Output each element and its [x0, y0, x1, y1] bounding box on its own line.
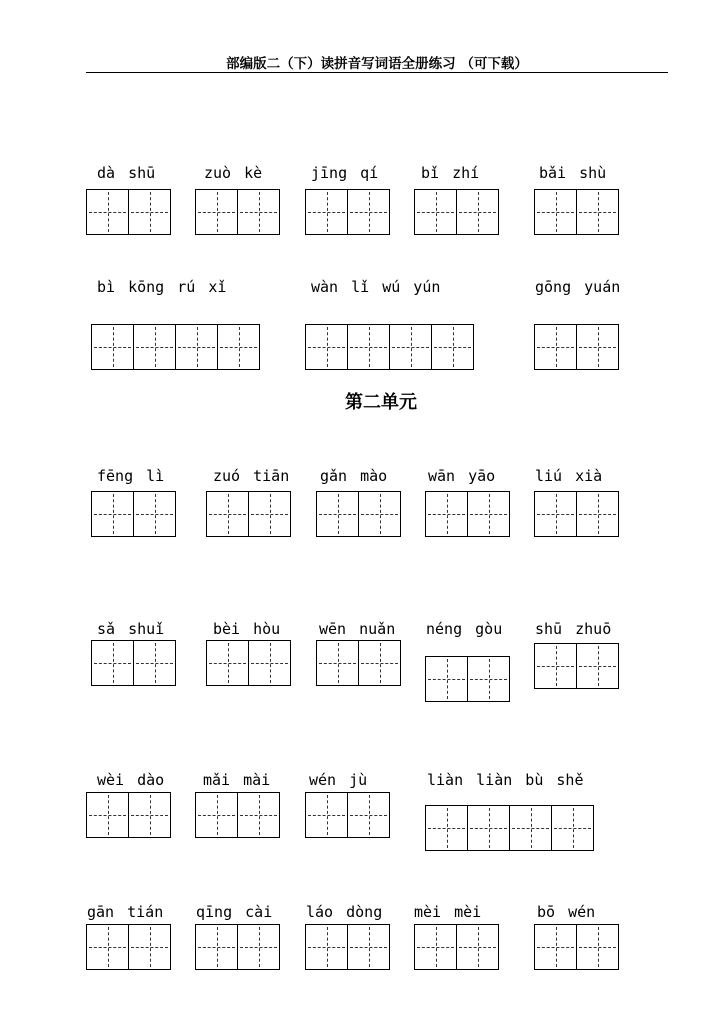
tianzige-writing-cell[interactable]: [175, 324, 218, 370]
tianzige-writing-cell[interactable]: [576, 924, 619, 970]
tianzige-writing-cell[interactable]: [316, 640, 359, 686]
tianzige-writing-cell[interactable]: [414, 189, 457, 235]
character-box-group: [86, 924, 171, 970]
tianzige-writing-cell[interactable]: [86, 189, 129, 235]
tianzige-writing-cell[interactable]: [305, 189, 348, 235]
tianzige-writing-cell[interactable]: [425, 656, 468, 702]
pinyin-label: mǎi mài: [203, 771, 271, 789]
tianzige-writing-cell[interactable]: [425, 805, 468, 851]
tianzige-writing-cell[interactable]: [91, 640, 134, 686]
pinyin-label: bèi hòu: [213, 620, 281, 638]
tianzige-writing-cell[interactable]: [347, 189, 390, 235]
tianzige-writing-cell[interactable]: [248, 640, 291, 686]
tianzige-writing-cell[interactable]: [414, 924, 457, 970]
tianzige-writing-cell[interactable]: [91, 324, 134, 370]
tianzige-writing-cell[interactable]: [86, 792, 129, 838]
character-box-group: [305, 324, 474, 370]
tianzige-writing-cell[interactable]: [347, 324, 390, 370]
tianzige-writing-cell[interactable]: [128, 924, 171, 970]
character-box-group: [414, 189, 499, 235]
tianzige-writing-cell[interactable]: [467, 491, 510, 537]
pinyin-label: sǎ shuǐ: [97, 620, 165, 638]
tianzige-writing-cell[interactable]: [237, 792, 280, 838]
tianzige-writing-cell[interactable]: [347, 792, 390, 838]
pinyin-label: néng gòu: [426, 620, 503, 638]
character-box-group: [86, 792, 171, 838]
tianzige-writing-cell[interactable]: [467, 805, 510, 851]
pinyin-label: wān yāo: [428, 467, 496, 485]
character-box-group: [86, 189, 171, 235]
tianzige-writing-cell[interactable]: [195, 189, 238, 235]
pinyin-label: wēn nuǎn: [319, 620, 396, 638]
pinyin-label: bō wén: [537, 903, 596, 921]
pinyin-label: liàn liàn bù shě: [427, 771, 584, 789]
page-header-title: 部编版二（下）读拼音写词语全册练习 （可下载）: [226, 56, 528, 72]
character-box-group: [425, 491, 510, 537]
unit-two-heading: 第二单元: [345, 392, 417, 413]
tianzige-writing-cell[interactable]: [456, 189, 499, 235]
tianzige-writing-cell[interactable]: [133, 640, 176, 686]
pinyin-label: wàn lǐ wú yún: [311, 278, 441, 296]
pinyin-label: bì kōng rú xǐ: [97, 278, 227, 296]
tianzige-writing-cell[interactable]: [358, 640, 401, 686]
tianzige-writing-cell[interactable]: [128, 189, 171, 235]
tianzige-writing-cell[interactable]: [576, 491, 619, 537]
pinyin-label: gān tián: [87, 903, 164, 921]
pinyin-label: qīng cài: [196, 903, 273, 921]
tianzige-writing-cell[interactable]: [509, 805, 552, 851]
character-box-group: [425, 805, 594, 851]
tianzige-writing-cell[interactable]: [425, 491, 468, 537]
tianzige-writing-cell[interactable]: [347, 924, 390, 970]
tianzige-writing-cell[interactable]: [206, 640, 249, 686]
tianzige-writing-cell[interactable]: [305, 324, 348, 370]
character-box-group: [305, 189, 390, 235]
character-box-group: [316, 640, 401, 686]
pinyin-label: bǐ zhí: [421, 164, 480, 182]
character-box-group: [425, 656, 510, 702]
character-box-group: [534, 924, 619, 970]
tianzige-writing-cell[interactable]: [86, 924, 129, 970]
tianzige-writing-cell[interactable]: [128, 792, 171, 838]
pinyin-label: dà shū: [97, 164, 156, 182]
tianzige-writing-cell[interactable]: [389, 324, 432, 370]
header-divider: [86, 72, 668, 73]
character-box-group: [195, 924, 280, 970]
tianzige-writing-cell[interactable]: [316, 491, 359, 537]
tianzige-writing-cell[interactable]: [576, 189, 619, 235]
tianzige-writing-cell[interactable]: [534, 324, 577, 370]
pinyin-label: zuó tiān: [213, 467, 290, 485]
pinyin-label: bǎi shù: [539, 164, 607, 182]
pinyin-label: gǎn mào: [320, 467, 388, 485]
tianzige-writing-cell[interactable]: [195, 924, 238, 970]
pinyin-label: mèi mèi: [414, 903, 482, 921]
tianzige-writing-cell[interactable]: [195, 792, 238, 838]
character-box-group: [206, 640, 291, 686]
tianzige-writing-cell[interactable]: [217, 324, 260, 370]
pinyin-label: jīng qí: [311, 164, 379, 182]
tianzige-writing-cell[interactable]: [467, 656, 510, 702]
pinyin-label: zuò kè: [204, 164, 263, 182]
character-box-group: [305, 792, 390, 838]
tianzige-writing-cell[interactable]: [534, 189, 577, 235]
tianzige-writing-cell[interactable]: [358, 491, 401, 537]
pinyin-label: láo dòng: [306, 903, 383, 921]
tianzige-writing-cell[interactable]: [206, 491, 249, 537]
character-box-group: [534, 324, 619, 370]
pinyin-label: shū zhuō: [535, 620, 612, 638]
tianzige-writing-cell[interactable]: [237, 924, 280, 970]
pinyin-label: wèi dào: [97, 771, 165, 789]
character-box-group: [305, 924, 390, 970]
character-box-group: [91, 491, 176, 537]
tianzige-writing-cell[interactable]: [133, 324, 176, 370]
character-box-group: [534, 643, 619, 689]
tianzige-writing-cell[interactable]: [456, 924, 499, 970]
tianzige-writing-cell[interactable]: [576, 324, 619, 370]
tianzige-writing-cell[interactable]: [91, 491, 134, 537]
pinyin-label: wén jù: [309, 771, 368, 789]
character-box-group: [91, 324, 260, 370]
pinyin-label: gōng yuán: [535, 278, 621, 296]
tianzige-writing-cell[interactable]: [534, 643, 577, 689]
tianzige-writing-cell[interactable]: [431, 324, 474, 370]
pinyin-label: liú xià: [535, 467, 603, 485]
character-box-group: [316, 491, 401, 537]
character-box-group: [534, 491, 619, 537]
pinyin-label: fēng lì: [97, 467, 165, 485]
tianzige-writing-cell[interactable]: [576, 643, 619, 689]
character-box-group: [206, 491, 291, 537]
tianzige-writing-cell[interactable]: [551, 805, 594, 851]
tianzige-writing-cell[interactable]: [133, 491, 176, 537]
character-box-group: [414, 924, 499, 970]
character-box-group: [91, 640, 176, 686]
character-box-group: [195, 189, 280, 235]
tianzige-writing-cell[interactable]: [534, 924, 577, 970]
tianzige-writing-cell[interactable]: [248, 491, 291, 537]
tianzige-writing-cell[interactable]: [237, 189, 280, 235]
tianzige-writing-cell[interactable]: [305, 924, 348, 970]
character-box-group: [195, 792, 280, 838]
tianzige-writing-cell[interactable]: [534, 491, 577, 537]
character-box-group: [534, 189, 619, 235]
tianzige-writing-cell[interactable]: [305, 792, 348, 838]
